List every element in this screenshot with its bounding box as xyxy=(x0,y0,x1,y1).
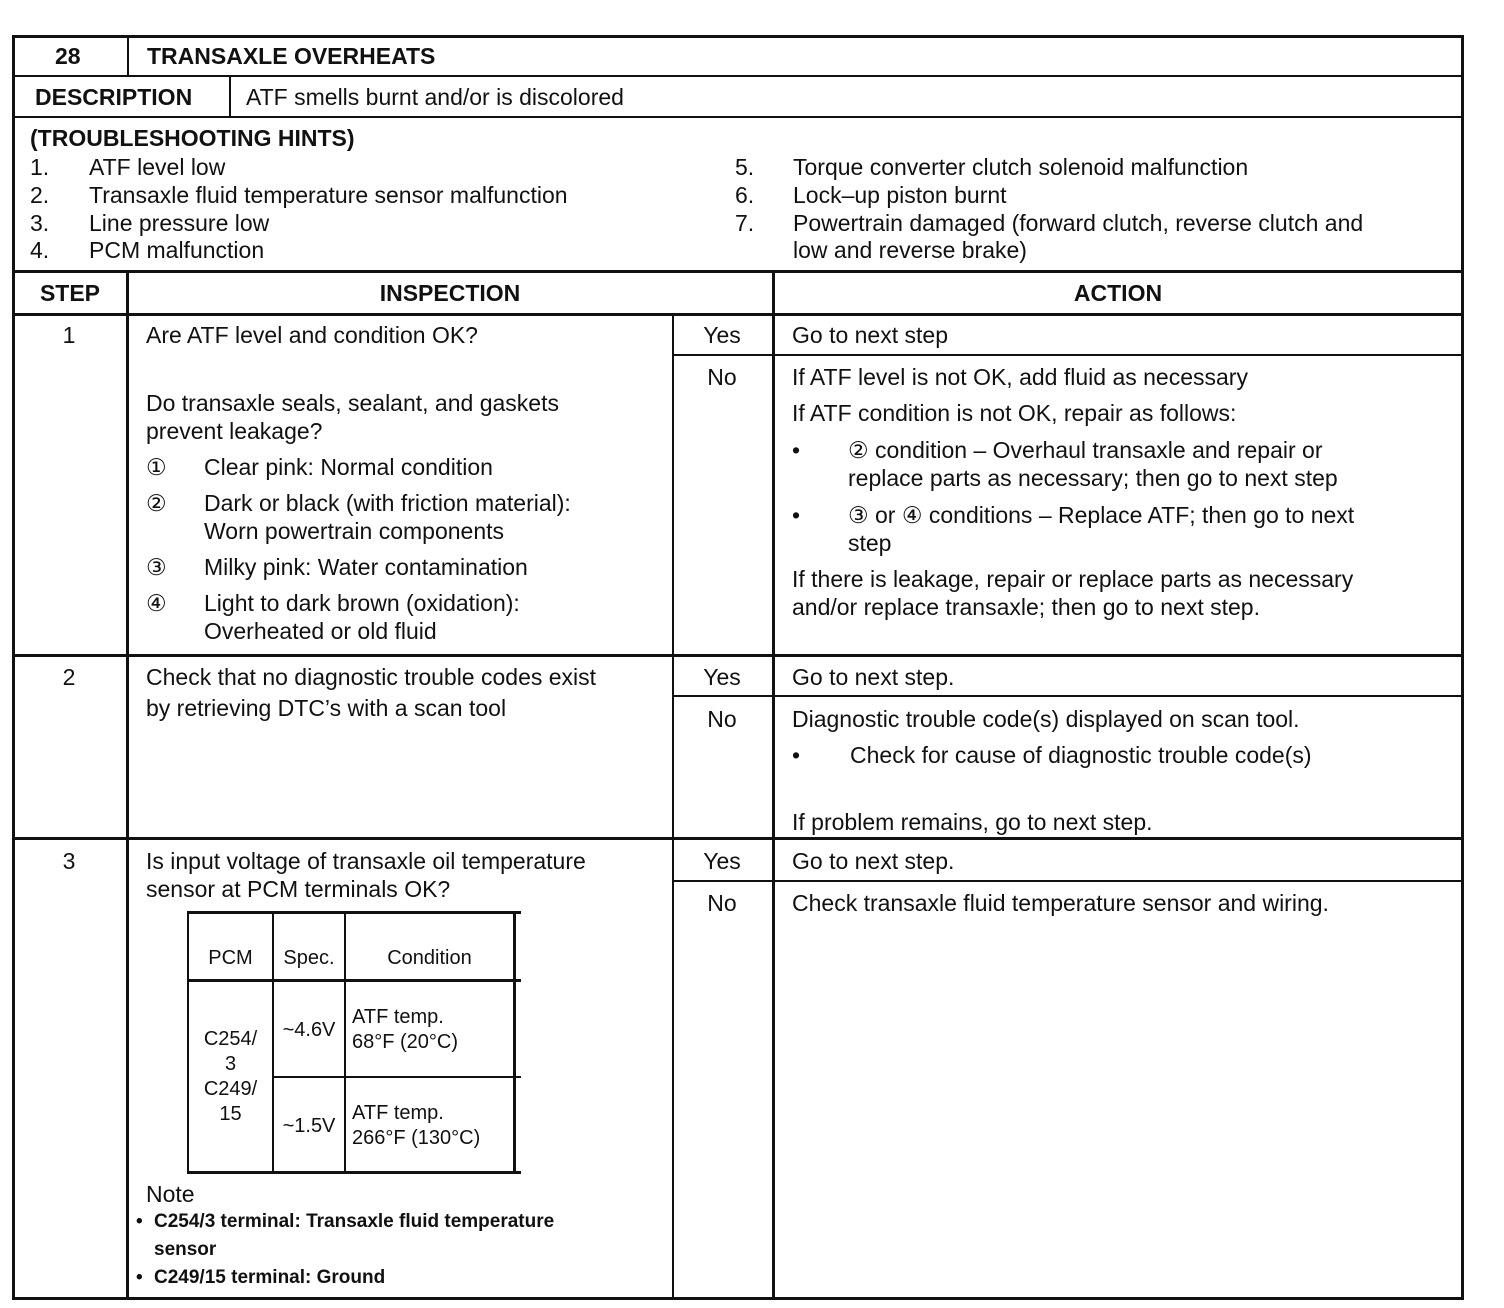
note-title: Note xyxy=(146,1181,195,1207)
condition-symbol: ② xyxy=(146,490,167,516)
hint-text: Torque converter clutch solenoid malfunction xyxy=(793,154,1249,180)
note-line: sensor xyxy=(154,1239,217,1260)
hint-text: PCM malfunction xyxy=(89,237,265,263)
inspection-question-continued: sensor at PCM terminals OK? xyxy=(146,876,451,902)
hints-bottom-line xyxy=(12,270,1464,273)
frame-bottom-line xyxy=(12,1297,1464,1300)
no-action-line: Diagnostic trouble code(s) displayed on scan tool. xyxy=(792,706,1300,732)
step1-bottom-line xyxy=(12,654,1464,657)
condition-symbol: ③ xyxy=(146,554,167,580)
yesno-column-line xyxy=(672,313,674,1300)
section-title: TRANSAXLE OVERHEATS xyxy=(147,43,436,69)
inspection-question: Do transaxle seals, sealant, and gaskets xyxy=(146,390,559,416)
yes-label: Yes xyxy=(703,664,741,690)
column-header-action: ACTION xyxy=(1073,280,1163,306)
spec-header-condition: Condition xyxy=(387,947,472,969)
column-header-inspection: INSPECTION xyxy=(379,280,521,306)
bullet-icon: • xyxy=(792,742,801,768)
no-label: No xyxy=(707,706,737,732)
no-action: Check transaxle fluid temperature sensor and wiring. xyxy=(792,890,1329,916)
frame-top-line xyxy=(12,35,1464,38)
note-line: C254/3 terminal: Transaxle fluid temperature xyxy=(154,1211,555,1232)
no-action-line: If there is leakage, repair or replace parts as necessary xyxy=(792,566,1354,592)
spec-value: ~1.5V xyxy=(282,1115,336,1137)
bullet-icon: • xyxy=(136,1211,143,1232)
spec-table-top-line xyxy=(187,911,521,914)
inspection-question: Check that no diagnostic trouble codes exist xyxy=(146,664,597,690)
condition-value: ATF temp. xyxy=(352,1006,444,1028)
pcm-terminal-text: 3 xyxy=(224,1053,237,1075)
no-action-line: and/or replace transaxle; then go to next step. xyxy=(792,594,1260,620)
section-number: 28 xyxy=(55,43,81,69)
condition-text-continued: Worn powertrain components xyxy=(204,518,504,544)
frame-right-line xyxy=(1461,35,1464,1300)
condition-value: 266°F (130°C) xyxy=(352,1127,481,1149)
condition-value: 68°F (20°C) xyxy=(352,1031,459,1053)
hint-number: 6. xyxy=(735,182,755,208)
pcm-terminal-text: 15 xyxy=(219,1103,242,1125)
no-action-line: If problem remains, go to next step. xyxy=(792,809,1153,835)
no-action-line: replace parts as necessary; then go to next step xyxy=(848,465,1338,491)
step-column-line xyxy=(126,270,129,1300)
condition-symbol: ① xyxy=(146,454,167,480)
pcm-terminal-text: C249/ xyxy=(203,1078,258,1100)
hint-text: ATF level low xyxy=(89,154,226,180)
spec-table-row-line xyxy=(272,1076,521,1078)
yes-label: Yes xyxy=(703,322,741,348)
hint-text: Transaxle fluid temperature sensor malfunction xyxy=(89,182,568,208)
hint-text-continued: low and reverse brake) xyxy=(793,237,1027,263)
spec-table-right-line xyxy=(513,911,516,1174)
yes-action: Go to next step xyxy=(792,322,948,348)
hint-number: 1. xyxy=(30,154,50,180)
step-number: 1 xyxy=(62,322,76,348)
spec-header-pcm: PCM xyxy=(208,947,253,969)
yes-action: Go to next step. xyxy=(792,848,955,874)
step2-bottom-line xyxy=(12,837,1464,840)
condition-value: ATF temp. xyxy=(352,1102,444,1124)
inspection-question-continued: by retrieving DTC’s with a scan tool xyxy=(146,695,507,721)
no-action-line: ② condition – Overhaul transaxle and repair or xyxy=(848,437,1323,463)
hint-number: 4. xyxy=(30,237,50,263)
condition-text: Milky pink: Water contamination xyxy=(204,554,528,580)
spec-header-spec: Spec. xyxy=(283,947,335,969)
step1-yes-no-line xyxy=(672,354,1464,356)
spec-table-bottom-line xyxy=(187,1171,521,1174)
description-text: ATF smells burnt and/or is discolored xyxy=(246,84,624,110)
spec-value: ~4.6V xyxy=(282,1019,336,1041)
hint-number: 7. xyxy=(735,210,755,236)
step2-yes-no-line xyxy=(672,695,1464,697)
inspection-question: Is input voltage of transaxle oil temperature xyxy=(146,848,586,874)
no-action-line: Check for cause of diagnostic trouble code(s) xyxy=(850,742,1312,768)
condition-text-continued: Overheated or old fluid xyxy=(204,618,437,644)
hint-number: 2. xyxy=(30,182,50,208)
hints-title: (TROUBLESHOOTING HINTS) xyxy=(30,125,355,151)
no-label: No xyxy=(707,890,737,916)
condition-text: Clear pink: Normal condition xyxy=(204,454,493,480)
hint-number: 5. xyxy=(735,154,755,180)
description-divider xyxy=(229,75,231,117)
column-header-step: STEP xyxy=(39,280,101,306)
description-bottom-line xyxy=(12,116,1464,118)
condition-text: Dark or black (with friction material): xyxy=(204,490,571,516)
no-label: No xyxy=(707,364,737,390)
column-header-bottom-line xyxy=(12,313,1464,316)
pcm-terminal-text: C254/ xyxy=(203,1028,258,1050)
condition-symbol: ④ xyxy=(146,590,167,616)
step-number: 3 xyxy=(62,848,76,874)
hint-text: Powertrain damaged (forward clutch, reverse clutch and xyxy=(793,210,1364,236)
no-action-line: If ATF condition is not OK, repair as follows: xyxy=(792,400,1237,426)
hint-text: Line pressure low xyxy=(89,210,270,236)
inspection-question: Are ATF level and condition OK? xyxy=(146,322,478,348)
description-label: DESCRIPTION xyxy=(35,84,193,110)
no-action-line: step xyxy=(848,530,892,556)
note-line: C249/15 terminal: Ground xyxy=(154,1267,386,1288)
bullet-icon: • xyxy=(792,437,801,463)
inspection-question-continued: prevent leakage? xyxy=(146,418,323,444)
condition-text: Light to dark brown (oxidation): xyxy=(204,590,520,616)
hint-number: 3. xyxy=(30,210,50,236)
hint-text: Lock–up piston burnt xyxy=(793,182,1007,208)
bullet-icon: • xyxy=(792,502,801,528)
bullet-icon: • xyxy=(136,1267,143,1288)
no-action-line: If ATF level is not OK, add fluid as necessary xyxy=(792,364,1248,390)
step-number: 2 xyxy=(62,664,76,690)
header-divider xyxy=(127,35,129,76)
spec-table-header-line xyxy=(187,979,521,982)
action-column-line xyxy=(772,270,775,1300)
no-action-line: ③ or ④ conditions – Replace ATF; then go to next xyxy=(848,502,1355,528)
step3-yes-no-line xyxy=(672,880,1464,882)
yes-label: Yes xyxy=(703,848,741,874)
yes-action: Go to next step. xyxy=(792,664,955,690)
